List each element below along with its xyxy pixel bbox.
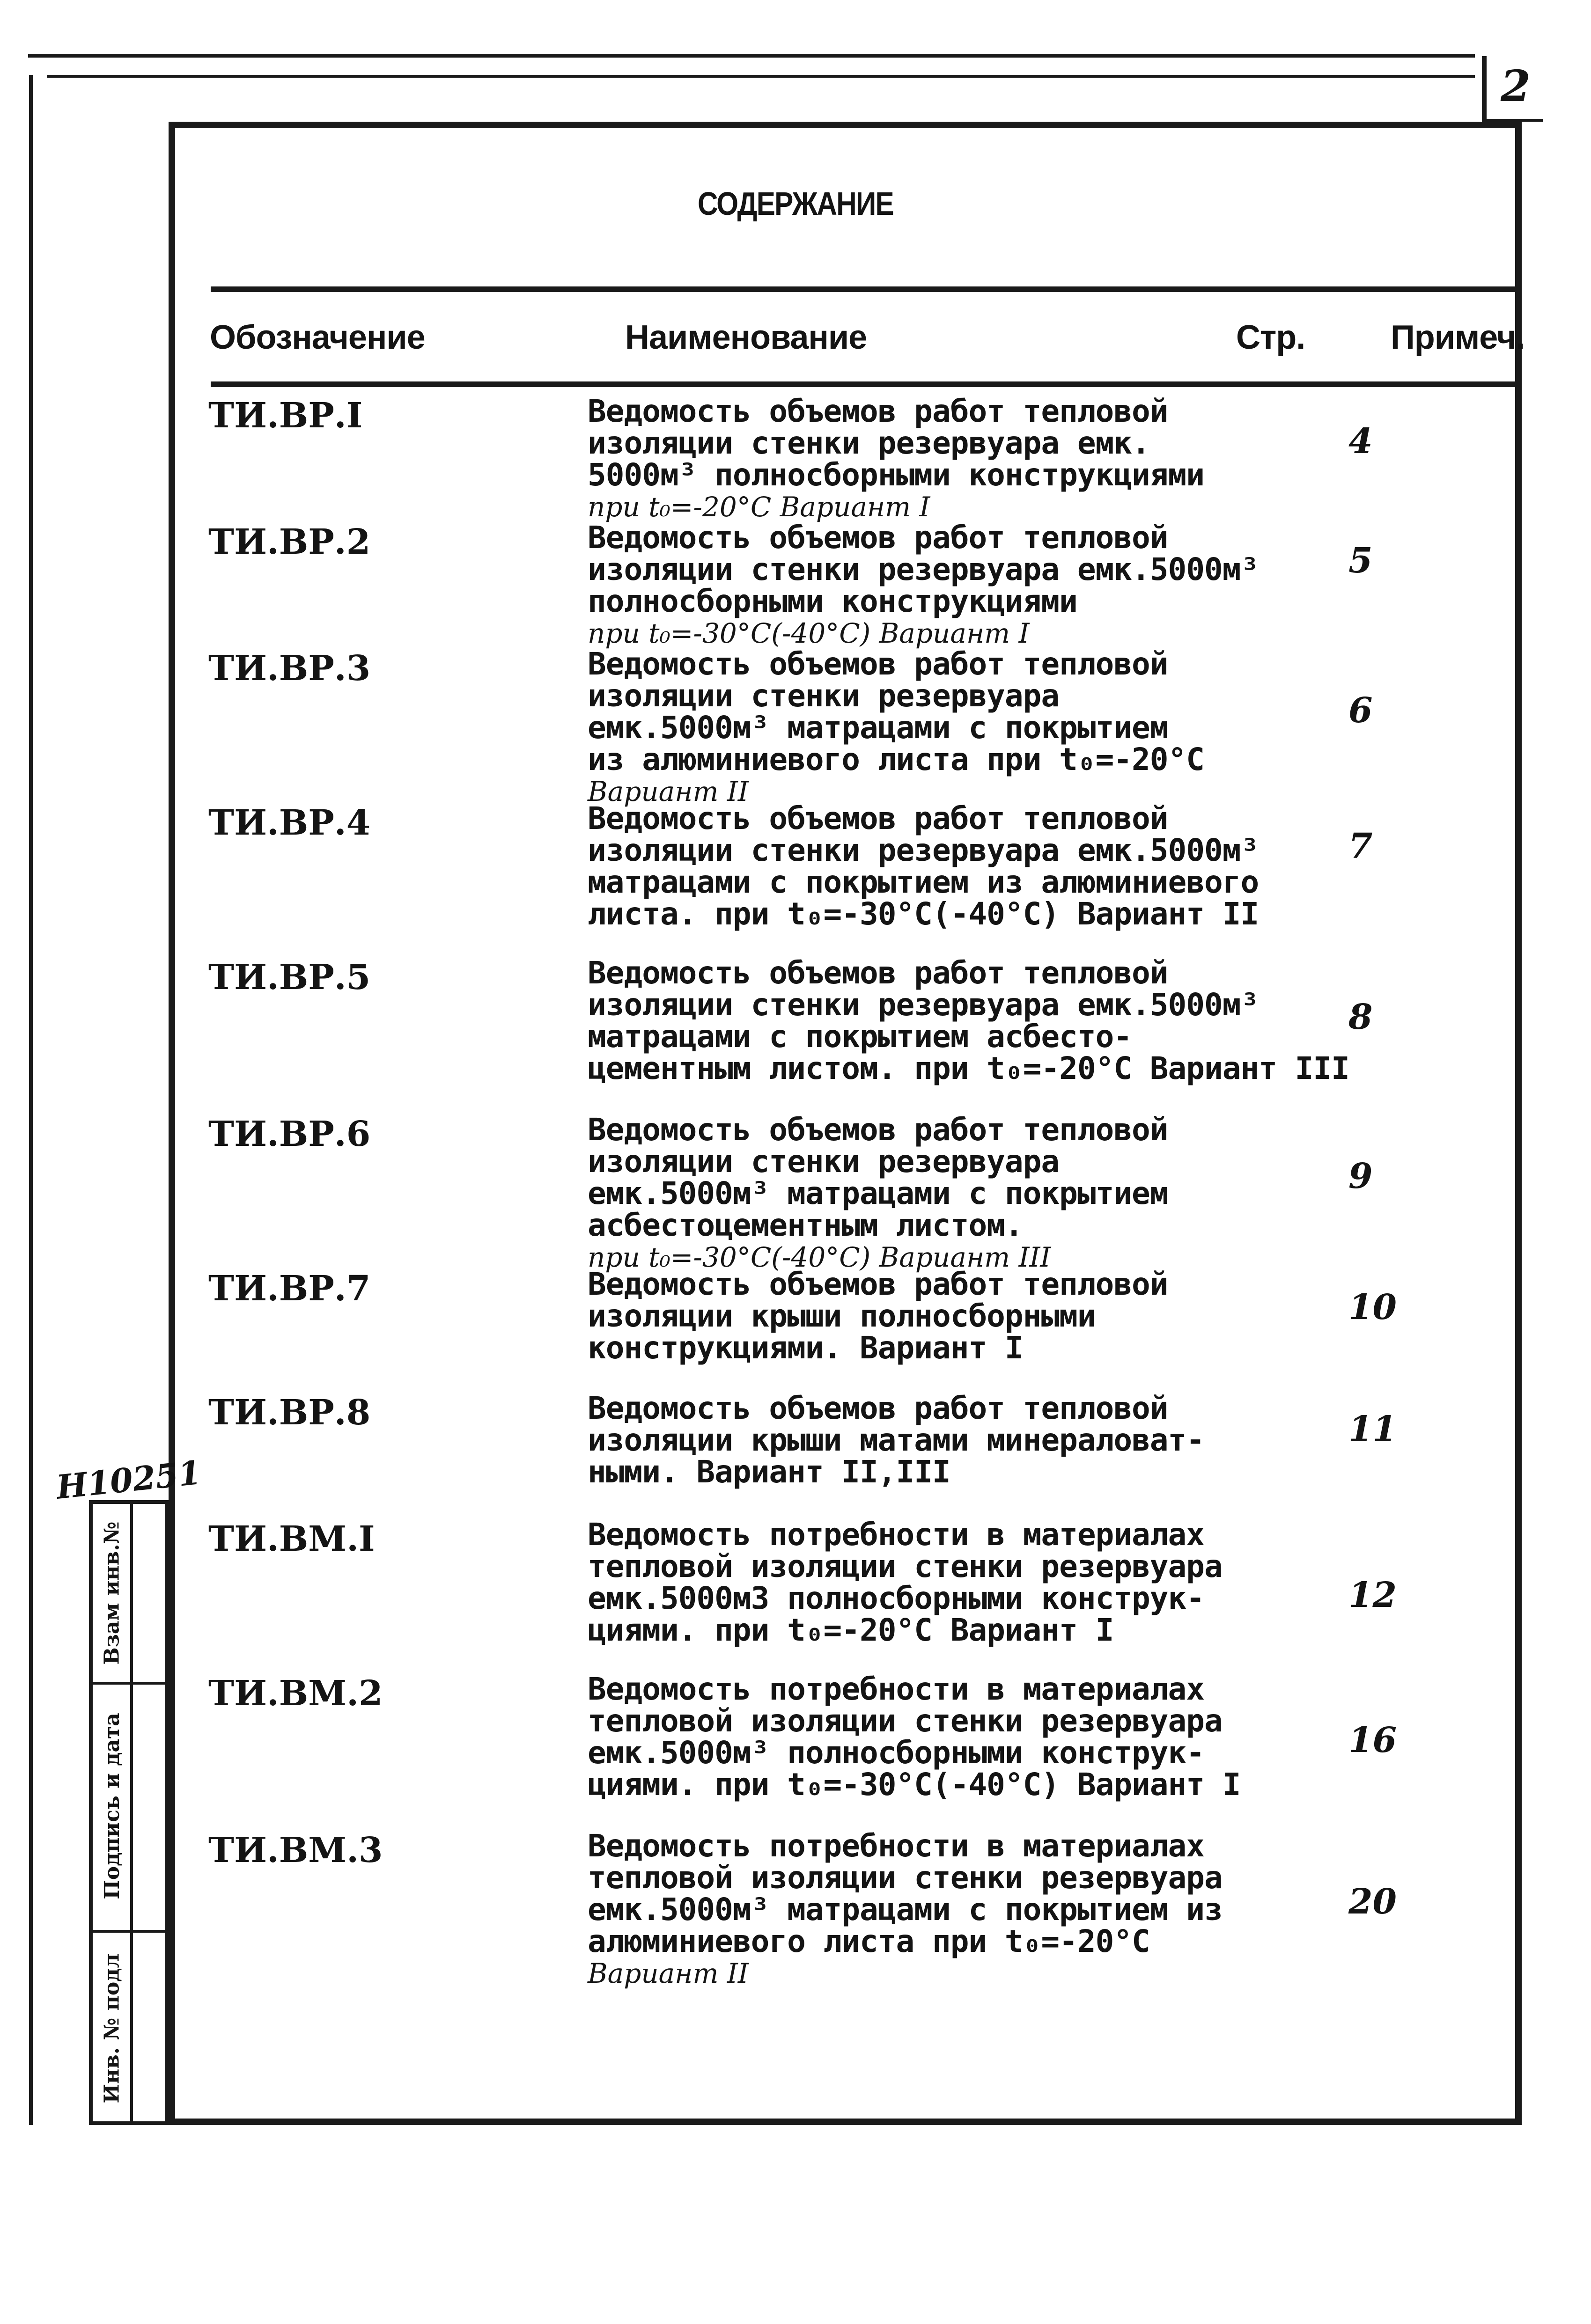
row-name-line: Ведомость объемов работ тепловой bbox=[588, 1266, 1168, 1302]
header-note: Примеч. bbox=[1391, 319, 1525, 356]
row-name-line: изоляции стенки резервуара емк.5000м³ bbox=[588, 987, 1259, 1023]
row-name-line: циями. при t₀=-20°C Вариант I bbox=[588, 1612, 1114, 1648]
row-name-line: Ведомость потребности в материалах bbox=[588, 1828, 1205, 1864]
row-page: 5 bbox=[1348, 541, 1373, 581]
row-name-line: изоляции стенки резервуара емк. bbox=[588, 425, 1150, 461]
row-code: ТИ.ВР.6 bbox=[208, 1114, 371, 1154]
margin-stamp bbox=[89, 1500, 169, 2125]
row-page: 10 bbox=[1348, 1287, 1397, 1327]
row-code: ТИ.ВР.I bbox=[208, 396, 363, 436]
row-name-line: емк.5000м³ матрацами с покрытием bbox=[588, 710, 1168, 746]
left-edge-line bbox=[29, 75, 33, 2125]
row-name-line: изоляции стенки резервуара bbox=[588, 1144, 1060, 1180]
row-name-line: емк.5000м³ матрацами с покрытием из bbox=[588, 1891, 1223, 1928]
row-page: 4 bbox=[1348, 421, 1373, 462]
top-edge-line-2 bbox=[47, 75, 1475, 78]
row-name-line: асбестоцементным листом. bbox=[588, 1207, 1023, 1243]
row-name bbox=[588, 955, 1349, 1086]
row-name-line: Ведомость объемов работ тепловой bbox=[588, 393, 1168, 429]
header-page: Стр. bbox=[1236, 319, 1305, 356]
row-name-line: Ведомость объемов работ тепловой bbox=[588, 646, 1168, 682]
row-name-line: циями. при t₀=-30°C(-40°C) Вариант I bbox=[588, 1767, 1241, 1803]
row-code: ТИ.ВР.2 bbox=[208, 522, 371, 562]
row-name bbox=[588, 1114, 1318, 1273]
row-page: 16 bbox=[1348, 1720, 1397, 1760]
row-name-line: тепловой изоляции стенки резервуара bbox=[588, 1703, 1223, 1739]
row-name bbox=[588, 800, 1318, 932]
row-name-line: Ведомость потребности в материалах bbox=[588, 1517, 1205, 1553]
page-title: СОДЕРЖАНИЕ bbox=[698, 185, 893, 222]
row-code: ТИ.ВР.4 bbox=[208, 803, 371, 843]
row-page: 7 bbox=[1348, 826, 1373, 866]
row-name-line: из алюминиевого листа при t₀=-20°C bbox=[588, 741, 1205, 777]
row-name-line: Ведомость объемов работ тепловой bbox=[588, 520, 1168, 556]
sheet-number: 2 bbox=[1501, 61, 1531, 111]
row-name-line: изоляции крыши полносборными bbox=[588, 1298, 1096, 1334]
row-name bbox=[588, 1519, 1318, 1646]
row-name-line: Ведомость объемов работ тепловой bbox=[588, 800, 1168, 836]
header-name: Наименование bbox=[625, 319, 867, 356]
stamp-label-signature: Подпись и дата bbox=[100, 1712, 124, 1899]
row-page: 9 bbox=[1348, 1156, 1373, 1196]
stamp-column-divider bbox=[130, 1504, 133, 2121]
row-page: 12 bbox=[1348, 1575, 1397, 1615]
row-code: ТИ.ВР.5 bbox=[208, 957, 371, 997]
row-note: Вариант II bbox=[588, 776, 749, 807]
header-designation: Обозначение bbox=[210, 319, 425, 356]
row-name-line: Ведомость объемов работ тепловой bbox=[588, 1390, 1168, 1426]
row-name-line: изоляции стенки резервуара bbox=[588, 678, 1060, 714]
row-name-line: матрацами с покрытием из алюминиевого bbox=[588, 864, 1259, 900]
row-note: при t₀=-20°C Вариант I bbox=[588, 491, 930, 523]
row-name-line: тепловой изоляции стенки резервуара bbox=[588, 1548, 1223, 1584]
row-name-line: алюминиевого листа при t₀=-20°C bbox=[588, 1923, 1150, 1959]
row-name-line: полносборными конструкциями bbox=[588, 583, 1077, 619]
stamp-label-original: Инв. № подл bbox=[100, 1953, 124, 2104]
row-note: Вариант II bbox=[588, 1957, 749, 1989]
row-name-line: Ведомость объемов работ тепловой bbox=[588, 1112, 1168, 1148]
row-name bbox=[588, 1268, 1318, 1364]
row-name bbox=[588, 1390, 1318, 1490]
row-name-line: Ведомость объемов работ тепловой bbox=[588, 955, 1168, 991]
row-name-line: изоляции крыши матами минераловат- bbox=[588, 1422, 1205, 1458]
row-code: ТИ.ВМ.2 bbox=[208, 1673, 383, 1714]
row-name bbox=[588, 393, 1318, 523]
row-name-line: изоляции стенки резервуара емк.5000м³ bbox=[588, 832, 1259, 868]
row-note: при t₀=-30°C(-40°C) Вариант I bbox=[588, 617, 1030, 649]
row-name-line: емк.5000м3 полносборными конструк- bbox=[588, 1580, 1205, 1616]
row-name-line: цементным листом. при t₀=-20°C Вариант III bbox=[588, 1050, 1349, 1086]
row-page: 6 bbox=[1348, 690, 1373, 731]
row-name-line: 5000м³ полносборными конструкциями bbox=[588, 457, 1205, 493]
inventory-number: Н10251 bbox=[54, 1453, 203, 1507]
row-name-line: листа. при t₀=-30°C(-40°C) Вариант II bbox=[588, 896, 1259, 932]
row-name-line: ными. Вариант II,III bbox=[588, 1454, 950, 1490]
row-code: ТИ.ВР.3 bbox=[208, 648, 371, 689]
row-name-line: емк.5000м³ полносборными конструк- bbox=[588, 1735, 1205, 1771]
stamp-label-replace: Взам инв.№ bbox=[100, 1521, 124, 1664]
row-note: при t₀=-30°C(-40°C) Вариант III bbox=[588, 1241, 1051, 1273]
row-name-line: изоляции стенки резервуара емк.5000м³ bbox=[588, 551, 1259, 587]
row-name bbox=[588, 1673, 1318, 1801]
row-code: ТИ.ВМ.I bbox=[208, 1519, 375, 1559]
row-name-line: емк.5000м³ матрацами с покрытием bbox=[588, 1175, 1168, 1211]
row-page: 20 bbox=[1348, 1882, 1397, 1922]
row-page: 8 bbox=[1348, 997, 1373, 1037]
row-code: ТИ.ВР.7 bbox=[208, 1268, 371, 1309]
row-code: ТИ.ВМ.3 bbox=[208, 1830, 383, 1870]
row-name-line: матрацами с покрытием асбесто- bbox=[588, 1019, 1132, 1055]
row-code: ТИ.ВР.8 bbox=[208, 1393, 371, 1433]
row-name bbox=[588, 648, 1318, 807]
row-name-line: тепловой изоляции стенки резервуара bbox=[588, 1860, 1223, 1896]
header-bottom-rule bbox=[211, 381, 1522, 387]
row-name-line: Ведомость потребности в материалах bbox=[588, 1671, 1205, 1707]
top-edge-line bbox=[28, 54, 1475, 58]
row-name bbox=[588, 1830, 1318, 1989]
row-page: 11 bbox=[1348, 1409, 1397, 1449]
row-name bbox=[588, 522, 1318, 649]
row-name-line: конструкциями. Вариант I bbox=[588, 1330, 1023, 1366]
header-top-rule bbox=[211, 286, 1522, 292]
